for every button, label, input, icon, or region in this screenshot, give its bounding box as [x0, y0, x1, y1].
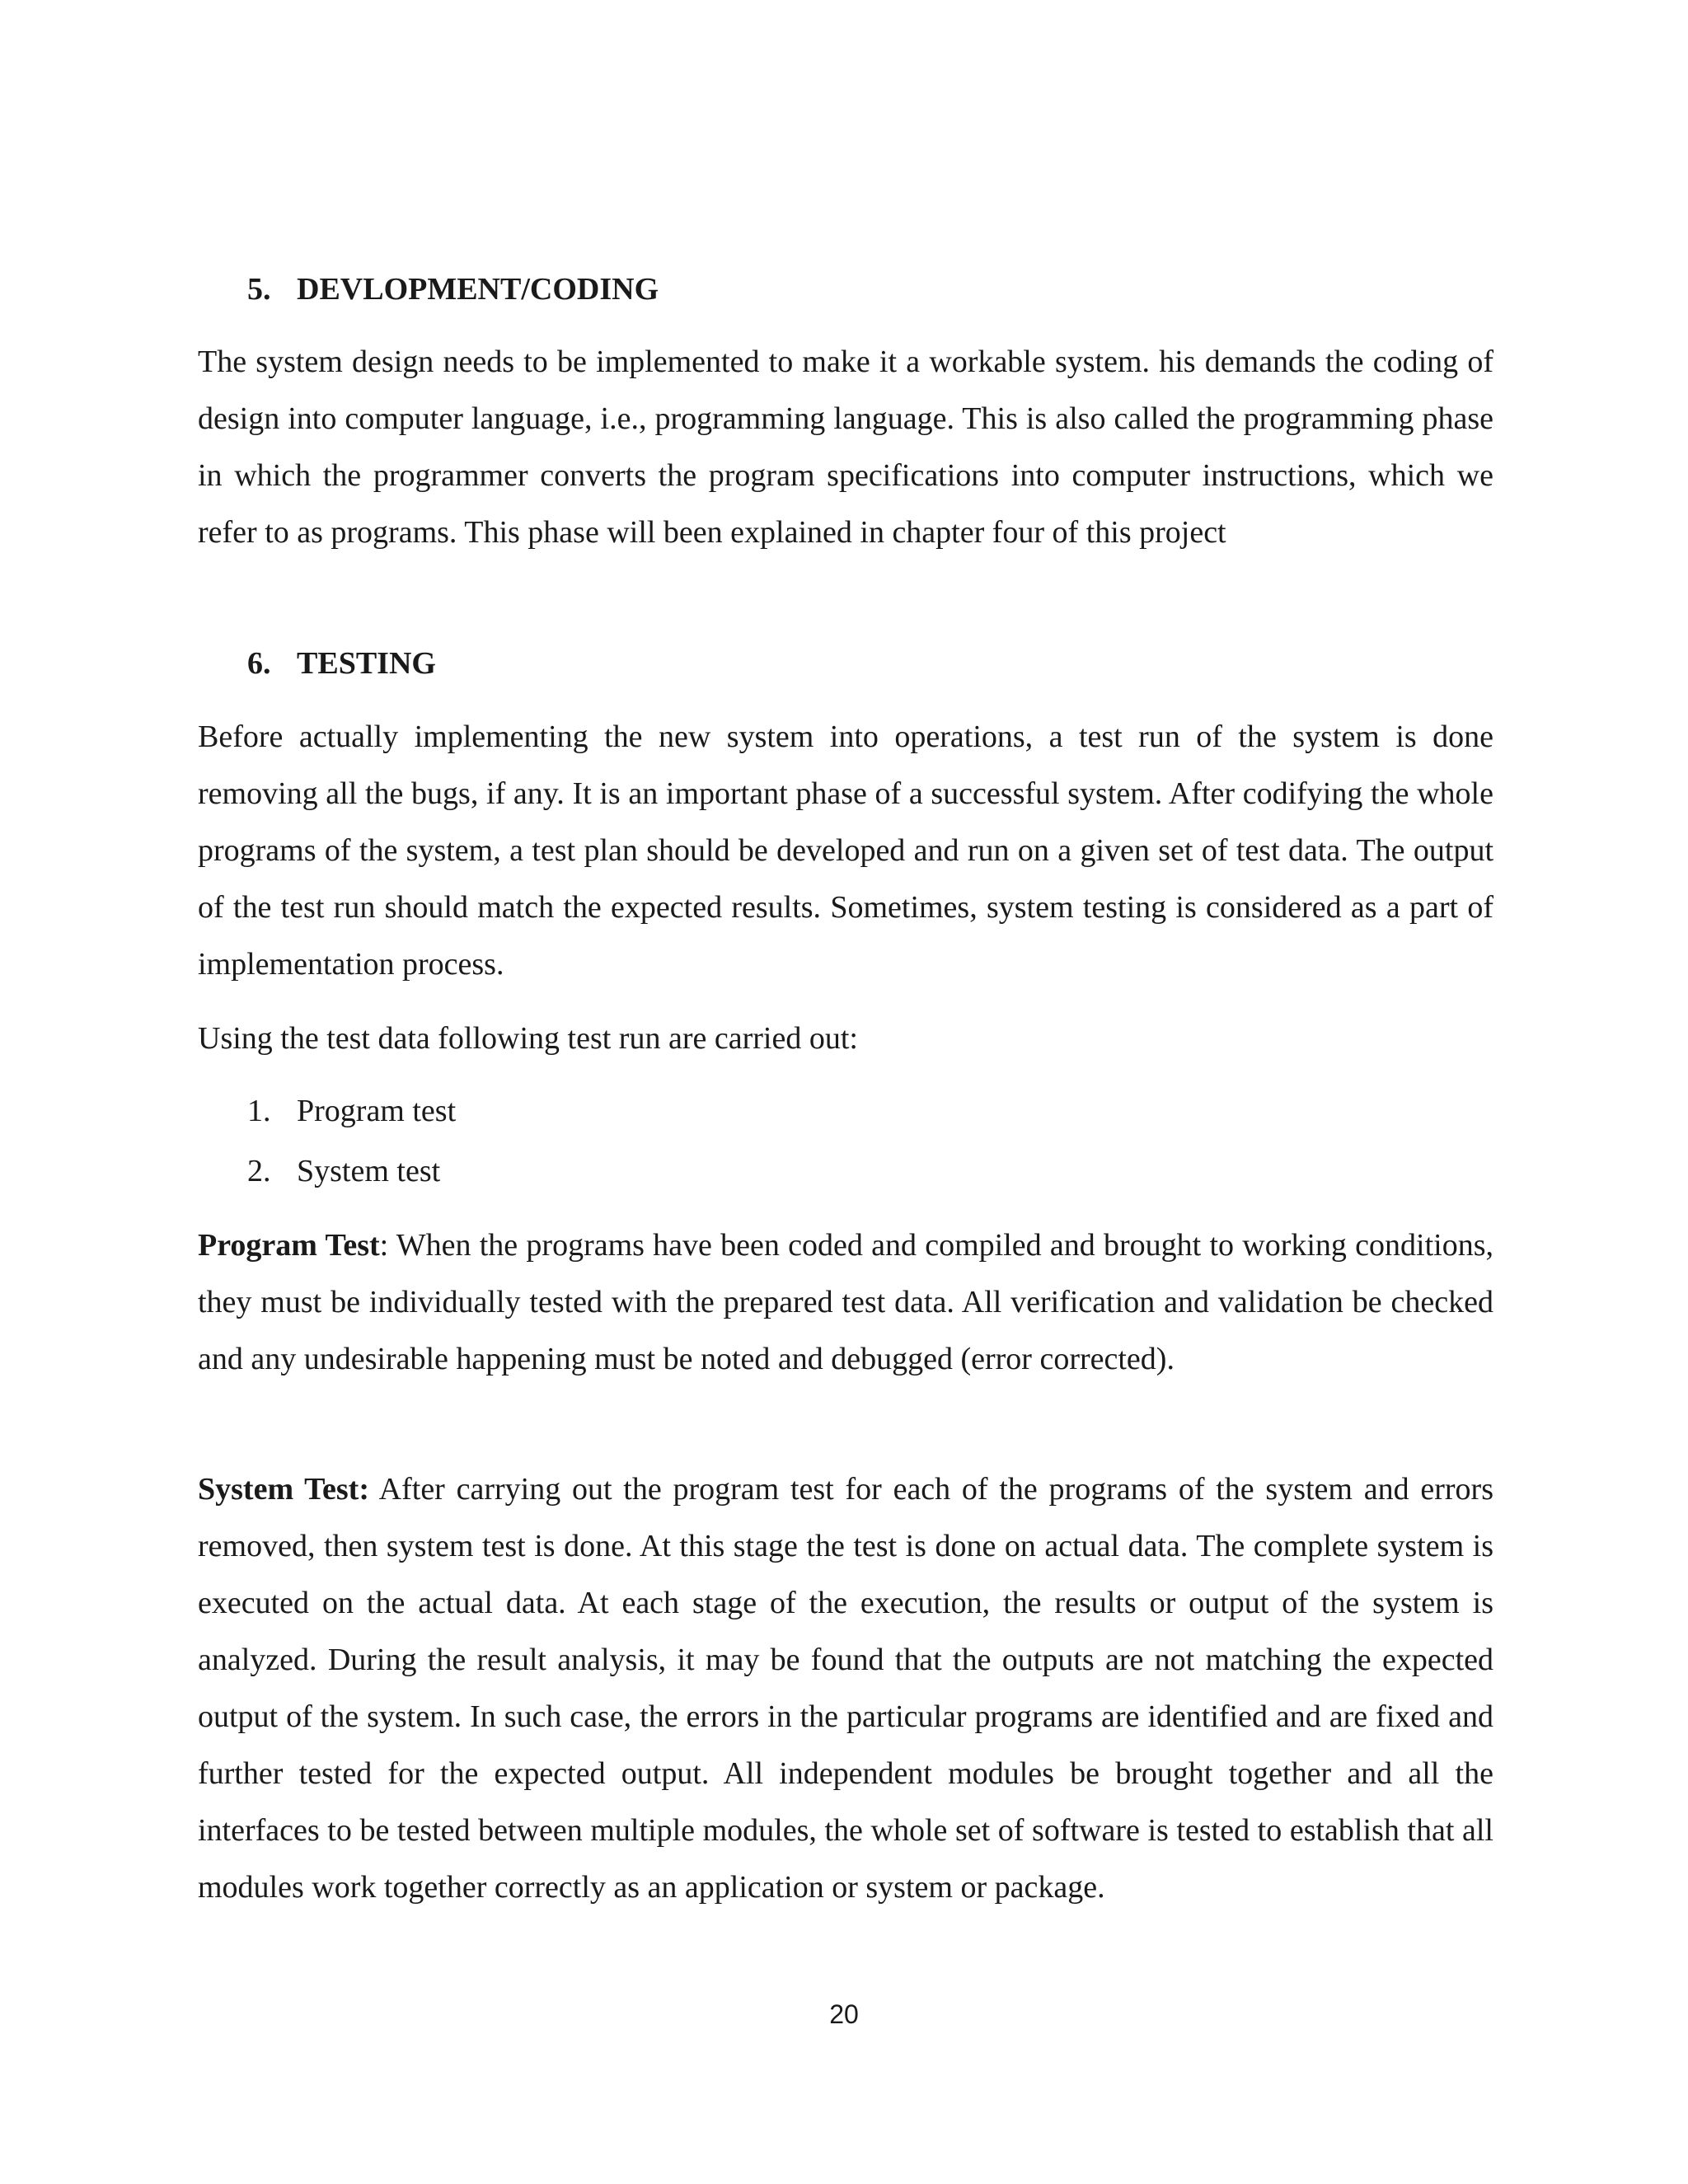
section-title: TESTING — [297, 646, 436, 681]
paragraph-test-run: Using the test data following test run are carried out: — [198, 1021, 858, 1056]
paragraph-program-test: Program Test: When the programs have been coded and compiled and brought to working conditions, they must be individually tested with the prepared test data. All verification and validation be checked and any undesirable happening must be noted and debugged (error corrected). — [198, 1228, 1493, 1376]
page-number: 20 — [829, 1999, 859, 2029]
paragraph-system-test: System Test: After carrying out the program test for each of the programs of the system and errors removed, then system test is done. At this stage the test is done on actual data. The complete system is executed on the actual data. At each stage of the execution, the results or output of the system is analyzed. During the result analysis, it may be found that the outputs are not matching the expected output of the system. In such case, the errors in the particular programs are identified and are fixed and further tested for the expected output. All independent modules be brought together and all the interfaces to be tested between multiple modules, the whole set of software is tested to establish that all modules work together correctly as an application or system or package. — [198, 1472, 1493, 1905]
test-run-list — [247, 1081, 456, 1202]
section-title: DEVLOPMENT/CODING — [297, 272, 659, 307]
definition-term: Program Test — [198, 1228, 380, 1263]
section-number: 6. — [247, 646, 271, 681]
definition-term: System Test: — [198, 1472, 369, 1507]
list-item: 1. Program test — [247, 1094, 457, 1128]
document-page — [198, 0, 1493, 2184]
paragraph-testing-intro: Before actually implementing the new system into operations, a test run of the system is done removing all the bugs, if any. It is an important phase of a successful system. After codifying the whole programs of the system, a test plan should be developed and run on a given set of test data. The output of the test run should match the expected results. Sometimes, system testing is considered as a part of implementation process. — [198, 719, 1493, 982]
list-item: 2. System test — [247, 1154, 441, 1188]
section-heading-testing — [247, 643, 436, 684]
section-heading-development — [247, 269, 659, 310]
section-number: 5. — [247, 272, 271, 307]
paragraph-development: The system design needs to be implemented to make it a workable system. his demands the coding of design into computer language, i.e., programming language. This is also called the programming phase in which the programmer converts the program specifications into computer instructions, which we refer to as programs. This phase will been explained in chapter four of this project — [198, 344, 1493, 550]
